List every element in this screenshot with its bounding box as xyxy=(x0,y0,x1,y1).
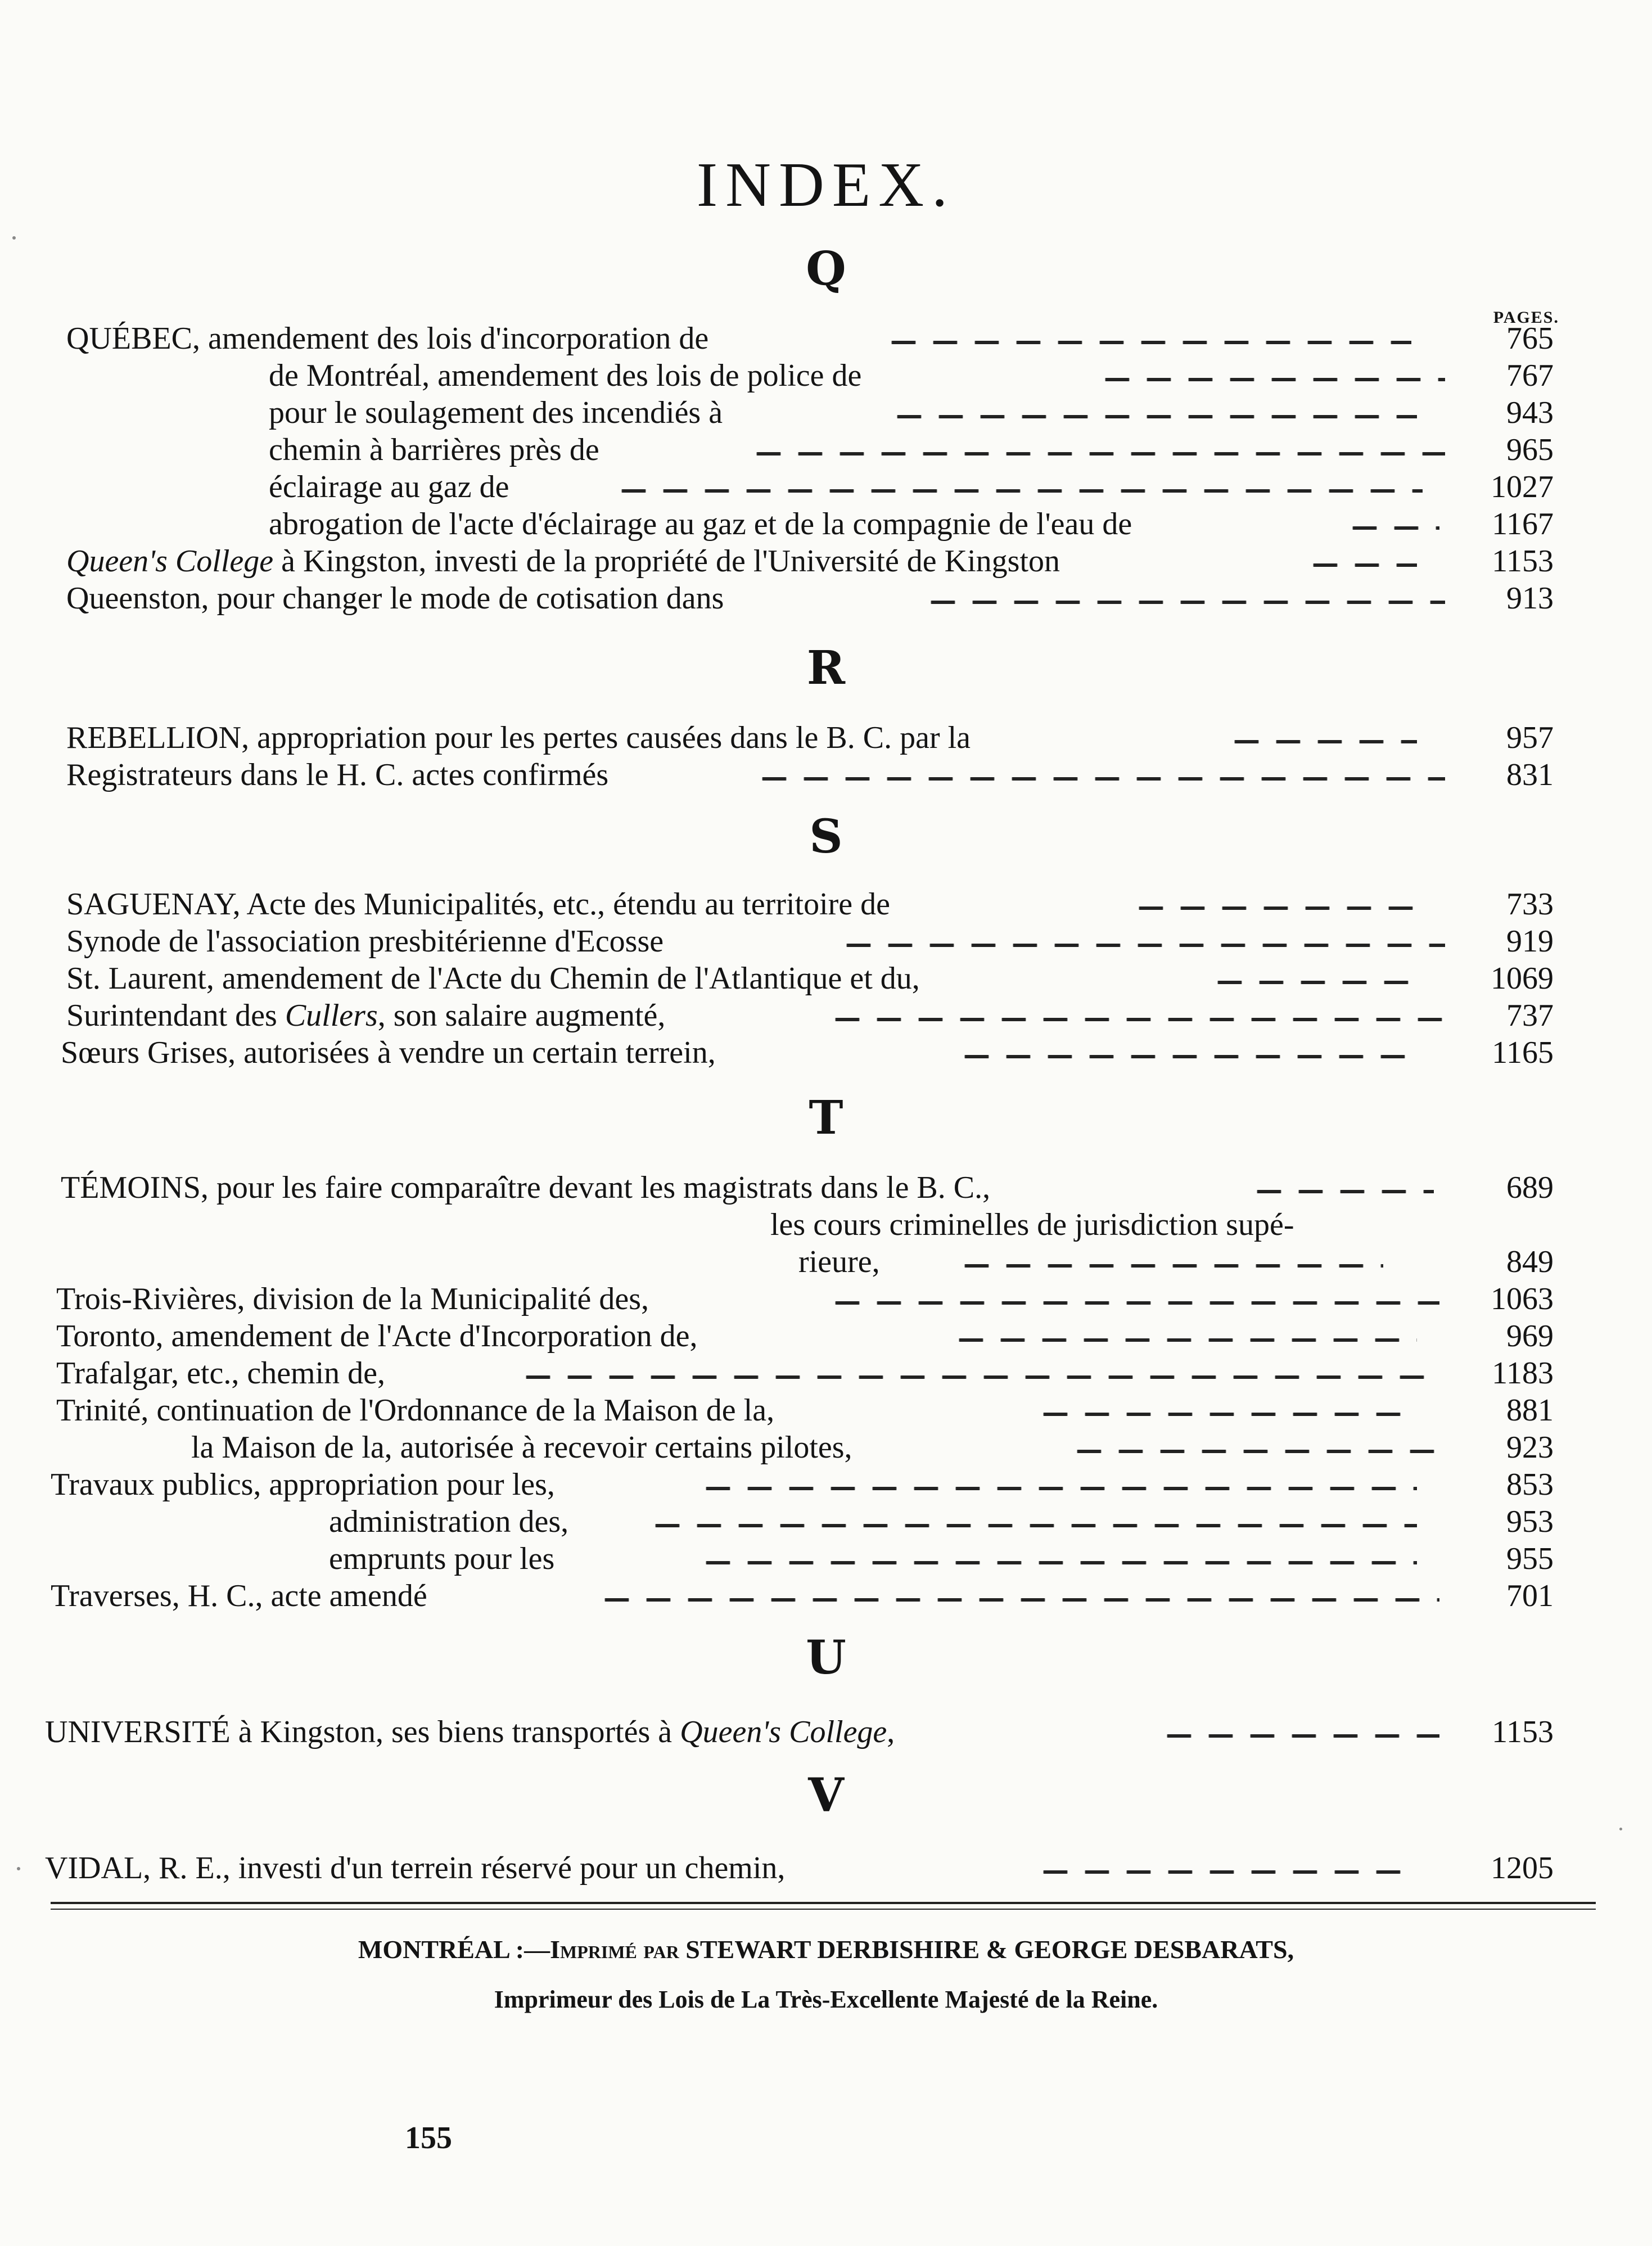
page-number: 849 xyxy=(1506,1244,1554,1279)
index-entry xyxy=(0,432,1652,468)
scan-speck xyxy=(1619,1828,1622,1830)
scan-speck xyxy=(12,236,16,240)
page-number: 913 xyxy=(1506,581,1554,616)
index-entry xyxy=(0,1281,1652,1317)
section-letter-v: V xyxy=(808,1769,844,1823)
dot-leader xyxy=(827,1018,1445,1021)
entry-text: éclairage au gaz de xyxy=(269,470,509,504)
entry-text: emprunts pour les xyxy=(329,1541,555,1576)
entry-text: VIDAL, R. E., investi d'un terrein réservé pour un chemin, xyxy=(45,1851,786,1886)
dot-leader xyxy=(1130,906,1417,910)
page-number: 831 xyxy=(1506,757,1554,792)
dot-leader xyxy=(596,1598,1439,1602)
entry-text-lead: UNIVERSITÉ à Kingston, ses biens transportés à xyxy=(45,1715,680,1749)
entry-text: Registrateurs dans le H. C. actes confirmés xyxy=(66,757,609,792)
index-entry xyxy=(0,469,1652,505)
entry-text: SAGUENAY, Acte des Municipalités, etc., étendu au territoire de xyxy=(66,887,890,922)
index-entry xyxy=(0,580,1652,616)
page-number: 1205 xyxy=(1491,1851,1554,1886)
dot-leader xyxy=(1209,981,1417,984)
entry-text-rest: à Kingston, investi de la propriété de l'Université de Kingston xyxy=(273,544,1060,579)
entry-text: Trafalgar, etc., chemin de, xyxy=(56,1356,386,1391)
entry-text: rieure, xyxy=(798,1244,880,1279)
page-number: 765 xyxy=(1506,321,1554,356)
page-number: 919 xyxy=(1506,924,1554,959)
page-number: 733 xyxy=(1506,887,1554,922)
dot-leader xyxy=(753,777,1445,781)
entry-text: Queenston, pour changer le mode de cotisation dans xyxy=(66,581,724,616)
entry-text: Synode de l'association presbitérienne d'Ecosse xyxy=(66,924,664,959)
page-number: 953 xyxy=(1506,1504,1554,1539)
dot-leader xyxy=(1305,563,1417,567)
page-number: 767 xyxy=(1506,358,1554,393)
entry-text: St. Laurent, amendement de l'Acte du Chemin de l'Atlantique et du, xyxy=(66,961,920,996)
dot-leader xyxy=(1248,1190,1434,1193)
dot-leader xyxy=(883,341,1411,344)
index-entry xyxy=(0,1355,1652,1391)
index-entry xyxy=(0,543,1652,579)
entry-text: la Maison de la, autorisée à recevoir certains pilotes, xyxy=(191,1430,852,1465)
index-entry xyxy=(0,1392,1652,1428)
index-entry xyxy=(0,886,1652,922)
entry-text xyxy=(45,1714,895,1750)
double-rule-bottom xyxy=(51,1909,1596,1910)
entry-text: chemin à barrières près de xyxy=(269,432,599,467)
page-number: 853 xyxy=(1506,1467,1554,1502)
index-entry xyxy=(0,1504,1652,1540)
page-number: 701 xyxy=(1506,1578,1554,1613)
entry-text: les cours criminelles de jurisdiction supé- xyxy=(770,1207,1294,1242)
index-entry xyxy=(0,1467,1652,1503)
dot-leader xyxy=(697,1561,1417,1564)
entry-text: administration des, xyxy=(329,1504,569,1539)
entry-text: Trois-Rivières, division de la Municipalité des, xyxy=(56,1282,649,1316)
entry-text: QUÉBEC, amendement des lois d'incorporation de xyxy=(66,321,709,356)
entry-text xyxy=(66,998,665,1034)
dot-leader xyxy=(956,1264,1383,1268)
dot-leader xyxy=(1035,1870,1417,1874)
dot-leader xyxy=(956,1055,1417,1058)
index-entry xyxy=(0,1170,1652,1206)
imprint-line-1: MONTRÉAL :—Imprimé par STEWART DERBISHIRE & GEORGE DESBARATS, xyxy=(358,1935,1294,1964)
index-entry xyxy=(0,757,1652,793)
dot-leader xyxy=(1344,526,1439,530)
dot-leader xyxy=(1096,378,1445,381)
entry-text: REBELLION, appropriation pour les pertes causées dans le B. C. par la xyxy=(66,720,971,755)
index-entry xyxy=(0,923,1652,959)
index-entry xyxy=(0,1541,1652,1577)
dot-leader xyxy=(1226,740,1417,743)
index-entry xyxy=(0,506,1652,542)
page-number: 943 xyxy=(1506,395,1554,430)
index-entry xyxy=(0,1035,1652,1071)
entry-italic: Queen's College xyxy=(66,544,274,579)
page-number: 1183 xyxy=(1492,1356,1554,1391)
page-number: 689 xyxy=(1506,1170,1554,1205)
dot-leader xyxy=(1158,1734,1439,1738)
index-entry xyxy=(0,1578,1652,1614)
page-number: 923 xyxy=(1506,1430,1554,1465)
section-letter-q: Q xyxy=(806,242,846,296)
dot-leader xyxy=(888,415,1417,418)
entry-text: TÉMOINS, pour les faire comparaître devant les magistrats dans le B. C., xyxy=(61,1170,991,1205)
dot-leader xyxy=(950,1338,1417,1342)
index-entry xyxy=(0,960,1652,996)
entry-italic: Queen's College xyxy=(680,1715,887,1749)
page-number: 1153 xyxy=(1492,544,1554,579)
page-number: 1063 xyxy=(1491,1282,1554,1316)
imprint-line-2: Imprimeur des Lois de La Très-Excellente Majesté de la Reine. xyxy=(494,1986,1158,2013)
dot-leader xyxy=(922,601,1445,604)
page-number: 1069 xyxy=(1491,961,1554,996)
section-letter-s: S xyxy=(809,810,843,864)
page-folio: 155 xyxy=(405,2121,452,2155)
dot-leader xyxy=(613,489,1423,493)
page-number: 1167 xyxy=(1492,507,1554,542)
page-number: 881 xyxy=(1506,1393,1554,1428)
page-number: 969 xyxy=(1506,1319,1554,1354)
page-number: 1027 xyxy=(1491,470,1554,504)
page-number: 957 xyxy=(1506,720,1554,755)
index-entry xyxy=(0,1318,1652,1354)
index-entry xyxy=(0,998,1652,1034)
section-letter-u: U xyxy=(806,1631,846,1685)
dot-leader xyxy=(838,944,1445,947)
index-entry xyxy=(0,358,1652,394)
page-number: 737 xyxy=(1506,998,1554,1033)
page-number: 955 xyxy=(1506,1541,1554,1576)
entry-text: Sœurs Grises, autorisées à vendre un certain terrein, xyxy=(61,1035,716,1070)
double-rule-top xyxy=(51,1902,1596,1904)
entry-text: de Montréal, amendement des lois de police de xyxy=(269,358,862,393)
entry-text-rest: , xyxy=(887,1715,895,1749)
entry-text: Trinité, continuation de l'Ordonnance de la Maison de la, xyxy=(56,1393,775,1428)
entry-text: Traverses, H. C., acte amendé xyxy=(51,1578,427,1613)
entry-text xyxy=(66,543,1060,579)
dot-leader xyxy=(1068,1450,1439,1453)
index-entry xyxy=(0,1850,1652,1886)
page-title: INDEX. xyxy=(696,150,956,220)
entry-text-rest: , son salaire augmenté, xyxy=(377,998,666,1033)
section-letter-t: T xyxy=(809,1091,843,1145)
page-number: 1165 xyxy=(1492,1035,1554,1070)
section-letter-r: R xyxy=(806,641,846,695)
entry-text: pour le soulagement des incendiés à xyxy=(269,395,723,430)
index-entry xyxy=(0,1714,1652,1750)
index-entry xyxy=(0,1429,1652,1465)
index-entry xyxy=(0,321,1652,357)
index-entry xyxy=(0,720,1652,756)
dot-leader xyxy=(697,1487,1417,1490)
pages-column-label: PAGES. xyxy=(1493,308,1559,327)
entry-italic: Cullers xyxy=(285,998,378,1033)
entry-text: Toronto, amendement de l'Acte d'Incorporation de, xyxy=(56,1319,698,1354)
entry-text: abrogation de l'acte d'éclairage au gaz et de la compagnie de l'eau de xyxy=(269,507,1132,542)
page-number: 965 xyxy=(1506,432,1554,467)
dot-leader xyxy=(1035,1413,1417,1416)
entry-text: Travaux publics, appropriation pour les, xyxy=(51,1467,555,1502)
entry-text-lead: Surintendant des xyxy=(66,998,285,1033)
dot-leader xyxy=(827,1301,1439,1305)
index-entry xyxy=(0,1207,1652,1243)
index-entry xyxy=(0,395,1652,431)
scan-speck xyxy=(17,1867,20,1870)
dot-leader xyxy=(517,1375,1439,1379)
page-number: 1153 xyxy=(1492,1715,1554,1749)
index-entry xyxy=(0,1244,1652,1280)
dot-leader xyxy=(748,452,1445,455)
dot-leader xyxy=(647,1524,1417,1527)
